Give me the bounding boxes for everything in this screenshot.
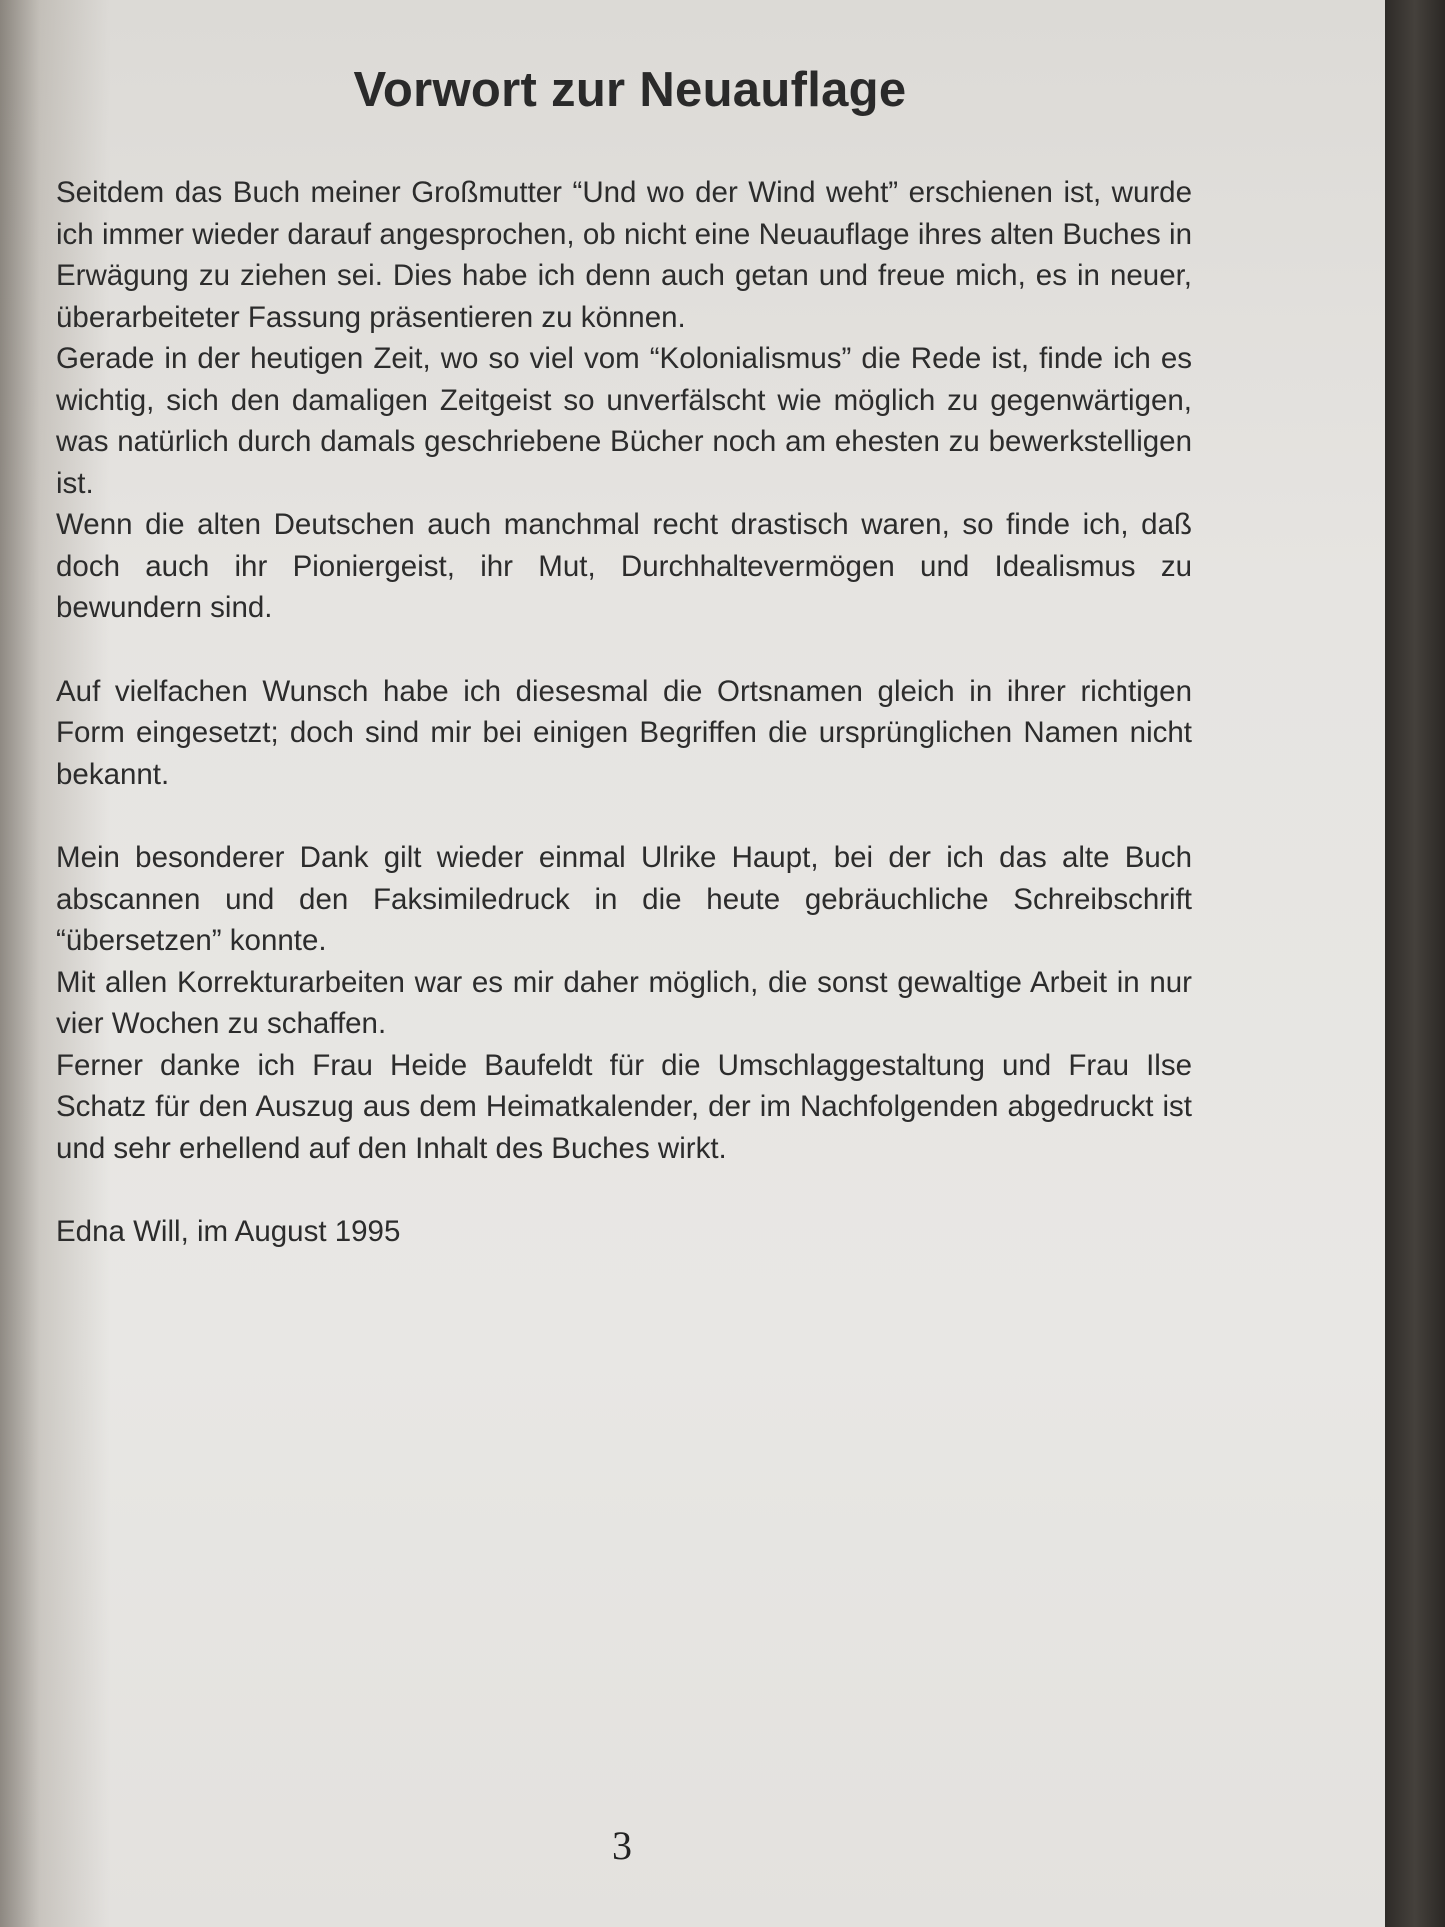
- preface-body: [56, 172, 1192, 1253]
- page-number: 3: [612, 1823, 632, 1868]
- book-edge: [1385, 0, 1445, 1927]
- paragraph-colonialism: Gerade in der heutigen Zeit, wo so viel vom “Kolonialismus” die Rede ist, finde ich es wichtig, sich den damaligen Zeitgeist so unverfälscht wie möglich zu gegenwärtigen, was natürlich durch damals geschriebene Bücher noch am ehesten zu bewerkstelligen ist.: [56, 342, 1192, 500]
- paragraph-corrections: Mit allen Korrekturarbeiten war es mir daher möglich, die sonst gewaltige Arbeit in nur vier Wochen zu schaffen.: [56, 965, 1192, 1040]
- paragraph-place-names: Auf vielfachen Wunsch habe ich diesesmal die Ortsnamen gleich in ihrer richtigen Form eingesetzt; doch sind mir bei einigen Begriffen die ursprünglichen Namen nicht bekannt.: [56, 674, 1192, 791]
- page-title: Vorwort zur Neuauflage: [353, 63, 907, 117]
- paragraph-spacer: [56, 1169, 1192, 1211]
- paragraph-spacer: [56, 629, 1192, 671]
- paragraph-thanks-haupt: Mein besonderer Dank gilt wieder einmal Ulrike Haupt, bei der ich das alte Buch abscannen und den Faksimiledruck in die heute gebräuchliche Schreibschrift “übersetzen” konnte.: [56, 841, 1192, 957]
- paragraph-thanks-others: Ferner danke ich Frau Heide Baufeldt für die Umschlaggestaltung und Frau Ilse Schatz für den Auszug aus dem Heimatkalender, der im Nachfolgenden abgedruckt ist und sehr erhellend auf den Inhalt des Buches wirkt.: [56, 1048, 1192, 1165]
- paragraph-pioneers: Wenn die alten Deutschen auch manchmal recht drastisch waren, so finde ich, daß doch auch ihr Pioniergeist, ihr Mut, Durchhaltevermögen und Idealismus zu bewundern sind.: [56, 508, 1192, 624]
- paragraph-spacer: [56, 795, 1192, 837]
- paragraph-intro: Seitdem das Buch meiner Großmutter “Und wo der Wind weht” erschienen ist, wurde ich immer wieder darauf angesprochen, ob nicht eine Neuauflage ihres alten Buches in Erwägung zu ziehen sei. Dies habe ich denn auch getan und freue mich, es in neuer, überarbeiteter Fassung präsentieren zu können.: [56, 176, 1192, 334]
- signature: Edna Will, im August 1995: [56, 1215, 401, 1248]
